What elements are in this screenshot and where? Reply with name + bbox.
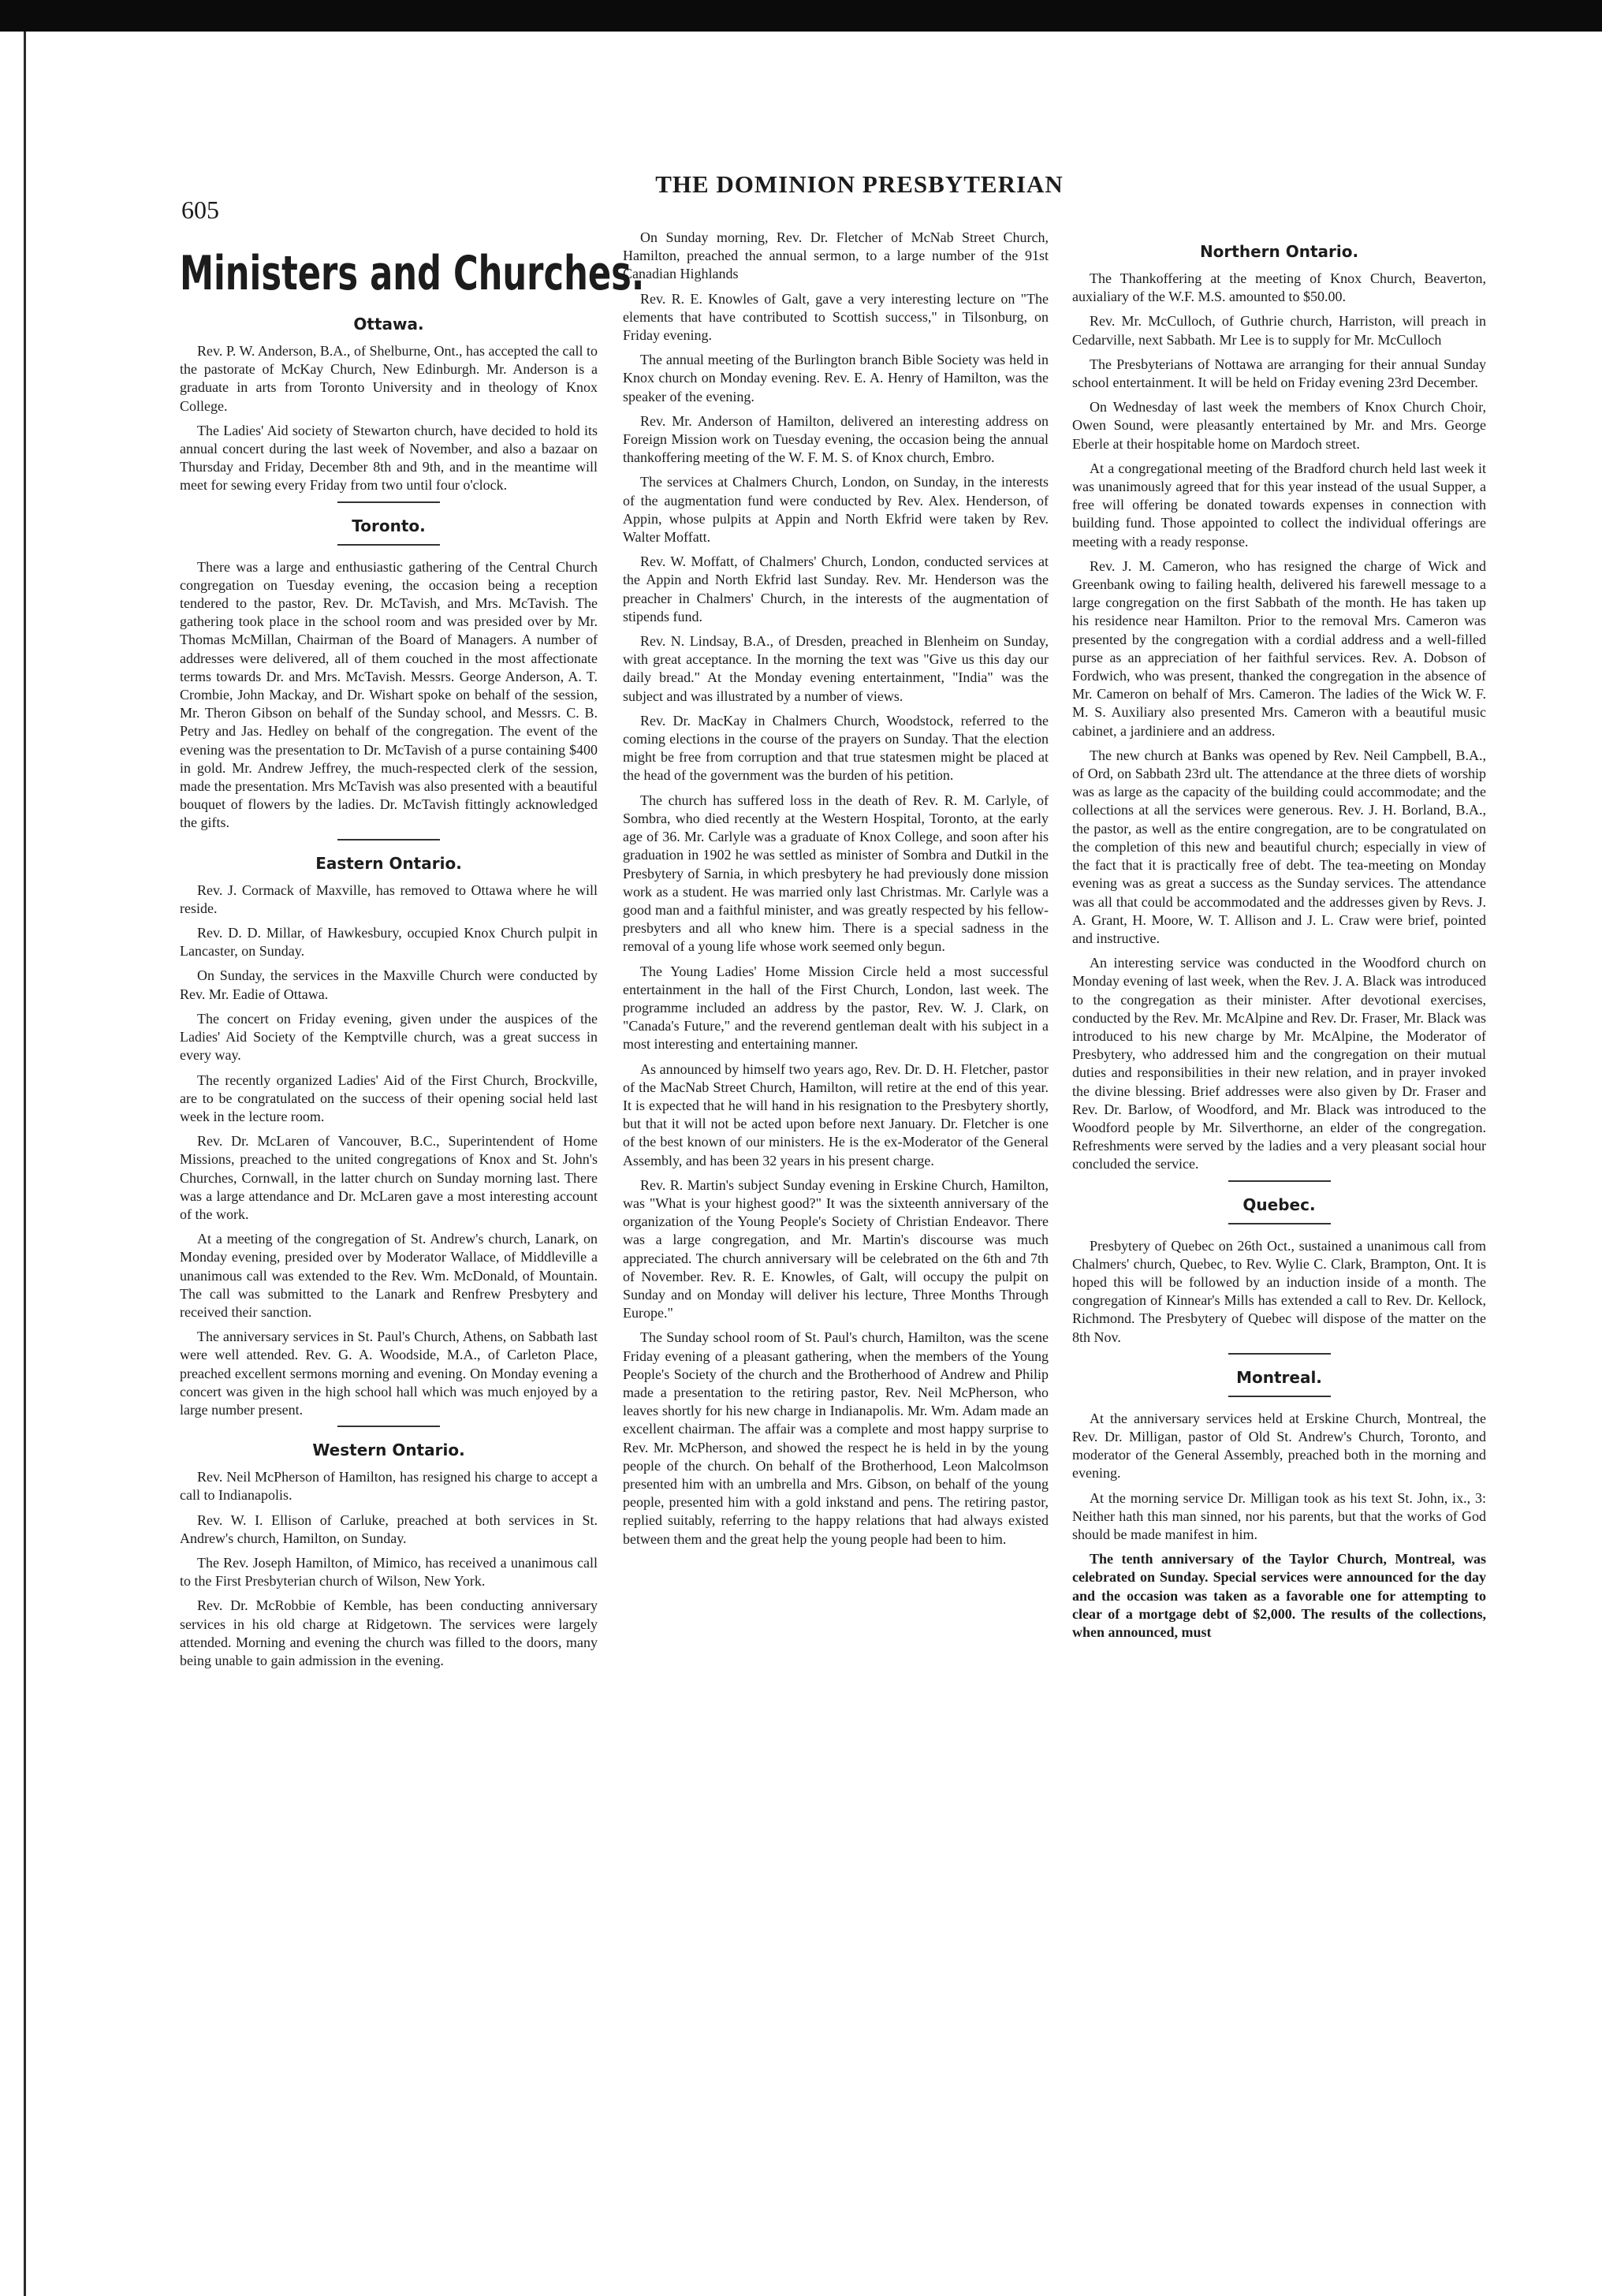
column-3 — [1072, 229, 1486, 1648]
paragraph: The services at Chalmers Church, London, on Sunday, in the interests of the augmentation fund were conducted by Rev. Alex. Henderson, of Appin, whose pulpits at Appin and North Ekfrid were taken by Rev. Walter Moffatt. — [623, 474, 1049, 546]
paragraph: Rev. J. M. Cameron, who has resigned the charge of Wick and Greenbank owing to failing health, delivered his farewell message to a large congregation on the first Sabbath of the month. He has taken up his residence near Hamilton. Prior to the removal Mrs. Cameron was presented by the congregation with a cordial address and a well-filled purse as an appreciation of her faithful services. Rev. A. Dobson of Fordwich, who was present, thanked the congregation in the absence of Mr. Cameron on behalf of Mrs. Cameron. The ladies of the Wick W. F. M. S. Auxiliary also presented Mrs. Cameron with a beautiful music cabinet, a jardiniere and an address. — [1072, 557, 1486, 739]
paragraph: At the anniversary services held at Erskine Church, Montreal, the Rev. Dr. Milligan, pastor of Old St. Andrew's Church, Toronto, and moderator of the General Assembly, preached both in the morning and evening. — [1072, 1410, 1486, 1482]
paragraph: There was a large and enthusiastic gathering of the Central Church congregation on Tuesday evening, the occasion being a reception tendered to the pastor, Rev. Dr. McTavish, and Mrs. McTavish. The gathering took place in the school room and was presided over by Mr. Thomas McMillan, Chairman of the Board of Managers. A number of addresses were delivered, all of them couched in the most affectionate terms towards Dr. and Mrs. McTavish. Messrs. George Anderson, A. T. Crombie, John Mackay, and Dr. Wishart spoke on behalf of the session, Mr. Theron Gibson on behalf of the Sunday school, and Messrs. C. B. Petry and Jas. Hedley on behalf of the congregation. The event of the evening was the presentation to Dr. McTavish of a purse containing $400 in gold. Mr. Andrew Jeffrey, the much-respected clerk of the session, made the presentation. Mrs McTavish was also presented with a beautiful bouquet of flowers by the ladies. Dr. McTavish fittingly acknowledged the gifts. — [180, 558, 598, 831]
paragraph: The Young Ladies' Home Mission Circle held a most successful entertainment in the hall of the First Church, London, last week. The programme included an address by the pastor, Rev. W. J. Clark, on "Canada's Future," and the reverend gentleman dealt with his subject in a most interesting and entertaining manner. — [623, 963, 1049, 1053]
paragraph: Rev. Dr. McRobbie of Kemble, has been conducting anniversary services in his old charge at Ridgetown. The services were largely attended. Morning and evening the church was filled to the doors, many being unable to gain admission in the evening. — [180, 1597, 598, 1668]
paragraph: Rev. J. Cormack of Maxville, has removed to Ottawa where he will reside. — [180, 882, 598, 916]
paragraph: The anniversary services in St. Paul's Church, Athens, on Sabbath last were well attended. Rev. G. A. Woodside, M.A., of Carleton Place, preached excellent sermons morning and evening. On Monday evening a concert was given in the high school hall which was much enjoyed by a large number present. — [180, 1329, 598, 1418]
section-divider — [1228, 1396, 1331, 1397]
heading-western-ontario: Western Ontario. — [312, 1441, 465, 1460]
section-title: Ministers and Churches. — [180, 246, 645, 301]
paragraph: Rev. Mr. Anderson of Hamilton, delivered an interesting address on Foreign Mission work on Tuesday evening, the occasion being the annual thankoffering meeting of the W. F. M. S. of Knox church, Embro. — [623, 412, 1049, 466]
paragraph: Rev. N. Lindsay, B.A., of Dresden, preached in Blenheim on Sunday, with great acceptance. In the morning the text was "Give us this day our daily bread." At the Monday evening entertainment, "India" was the subject and was illustrated by a number of views. — [623, 633, 1049, 704]
heading-toronto: Toronto. — [352, 516, 426, 535]
paragraph: The Rev. Joseph Hamilton, of Mimico, has received a unanimous call to the First Presbyterian church of Wilson, New York. — [180, 1554, 598, 1590]
paragraph: Rev. Neil McPherson of Hamilton, has resigned his charge to accept a call to Indianapolis. — [180, 1469, 598, 1504]
paragraph: Rev. R. Martin's subject Sunday evening in Erskine Church, Hamilton, was "What is your highest good?" It was the sixteenth anniversary of the organization of the Young People's Society of Christian Endeavor. There was a large congregation, and Mr. Martin's discourse was much appreciated. The church anniversary will be celebrated on the 6th and 7th of November. Rev. R. E. Knowles, of Galt, will occupy the pulpit on Sunday and on Monday will deliver his lecture, Three Months Through Europe." — [623, 1176, 1049, 1321]
paragraph: The tenth anniversary of the Taylor Church, Montreal, was celebrated on Sunday. Special services were announced for the day and the occasion was taken as a favorable one for attempting to clear of a mortgage debt of $2,000. The results of the collections, when announced, must — [1072, 1551, 1486, 1640]
heading-eastern-ontario: Eastern Ontario. — [315, 853, 462, 873]
paragraph: Rev. P. W. Anderson, B.A., of Shelburne, Ont., has accepted the call to the pastorate of McKay Church, New Edinburgh. Mr. Anderson is a graduate in arts from Toronto University and in theology of Knox College. — [180, 343, 598, 414]
paragraph: At a meeting of the congregation of St. Andrew's church, Lanark, on Monday evening, presided over by Moderator Wallace, of Middleville a unanimous call was extended to the Rev. Wm. McDonald, of Mountain. The call was submitted to the Lanark and Renfrew Presbytery and received their sanction. — [180, 1231, 598, 1320]
paragraph: The recently organized Ladies' Aid of the First Church, Brockville, are to be congratulated on the success of their opening social held last week in the lecture room. — [180, 1072, 598, 1124]
paragraph: At a congregational meeting of the Bradford church held last week it was unanimously agreed that for this year instead of the usual Supper, a free will offering be donated towards expenses in connection with building fund. Those appointed to collect the individual offerings are meeting with a ready response. — [1072, 460, 1486, 550]
paragraph: The annual meeting of the Burlington branch Bible Society was held in Knox church on Monday evening. Rev. E. A. Henry of Hamilton, was the speaker of the evening. — [623, 352, 1049, 404]
paragraph: The concert on Friday evening, given under the auspices of the Ladies' Aid Society of the Kemptville church, was a great success in every way. — [180, 1010, 598, 1064]
section-divider — [337, 1426, 440, 1427]
column-2 — [623, 229, 1049, 1555]
paragraph: Rev. W. Moffatt, of Chalmers' Church, London, conducted services at the Appin and North Ekfrid last Sunday. Rev. Mr. Henderson was the preacher in Chalmers' Church, in the interests of the augmentation of stipends fund. — [623, 554, 1049, 624]
paragraph: Rev. D. D. Millar, of Hawkesbury, occupied Knox Church pulpit in Lancaster, on Sunday. — [180, 925, 598, 960]
section-divider — [337, 839, 440, 840]
paragraph: The church has suffered loss in the death of Rev. R. M. Carlyle, of Sombra, who died recently at the Western Hospital, Toronto, at the early age of 36. Mr. Carlyle was a graduate of Knox College, and soon after his graduation in 1902 he was settled as minister of Sombra and Dutkil in the Presbytery of Sarnia, in which presbytery he had previously done mission work as a student. He was married only last Christmas. Mr. Carlyle was a good man and a faithful minister, and was greatly respected by his fellow-presbyters and all who knew him. There is a special sadness in the removal of a young life whose work seemed only begun. — [623, 792, 1049, 955]
paragraph: Presbytery of Quebec on 26th Oct., sustained a unanimous call from Chalmers' church, Quebec, to Rev. Wylie C. Clark, Brampton, Ont. It is hoped this will be followed by an induction inside of a month. The congregation of Kinnear's Mills has extended a call to Rev. Dr. Kellock, Richmond. The Presbytery of Quebec will dispose of the matter on the 8th Nov. — [1072, 1237, 1486, 1345]
page-number: 605 — [181, 196, 219, 224]
heading-montreal: Montreal. — [1236, 1367, 1322, 1387]
paragraph: The Ladies' Aid society of Stewarton church, have decided to hold its annual concert during the last week of November, and also a bazaar on Thursday and Friday, December 8th and 9th, and in the meantime will meet for sewing every Friday from two until four o'clock. — [180, 422, 598, 494]
paragraph: The new church at Banks was opened by Rev. Neil Campbell, B.A., of Ord, on Sabbath 23rd ult. The attendance at the three diets of worship was as large as the capacity of the building could accommodate; and the collections at all the services were generous. Rev. J. H. Borland, B.A., the pastor, as well as the entire congregation, are to be congratulated on the completion of this new and beautiful church; especially in view of the fact that it is practically free of debt. The tea-meeting on Monday evening was as great a success as the Sunday services. The attendance was all that could be accommodated and the addresses given by Revs. J. A. Grant, H. Moore, W. T. Allison and J. L. Craw were brief, pointed and instructive. — [1072, 747, 1486, 946]
paragraph: At the morning service Dr. Milligan took as his text St. John, ix., 3: Neither hath this man sinned, nor his parents, but that the works of God should be made manifest in him. — [1072, 1489, 1486, 1542]
paragraph: Rev. Dr. MacKay in Chalmers Church, Woodstock, referred to the coming elections in the course of the prayers on Sunday. That the election might be free from corruption and that true statesmen might be placed at the head of the government was the burden of his petition. — [623, 712, 1049, 784]
paragraph: On Sunday, the services in the Maxville Church were conducted by Rev. Mr. Eadie of Ottawa. — [180, 967, 598, 1002]
heading-ottawa: Ottawa. — [353, 315, 424, 334]
heading-northern-ontario: Northern Ontario. — [1199, 242, 1359, 261]
paragraph: Rev. R. E. Knowles of Galt, gave a very interesting lecture on "The elements that have contributed to Scottish success," in Tilsonburg, on Friday evening. — [623, 290, 1049, 344]
section-divider — [1228, 1180, 1331, 1182]
paragraph: Rev. W. I. Ellison of Carluke, preached at both services in St. Andrew's church, Hamilton, on Sunday. — [180, 1511, 598, 1546]
column-1 — [180, 229, 645, 1676]
paragraph: As announced by himself two years ago, Rev. Dr. D. H. Fletcher, pastor of the MacNab Street Church, Hamilton, will retire at the end of this year. It is expected that he will hand in his resignation to the Presbytery shortly, but that it will not be acted upon before next January. Dr. Fletcher is one of the best known of our ministers. He is the ex-Moderator of the General Assembly, and has been 32 years in his present charge. — [623, 1060, 1049, 1168]
section-divider — [1228, 1223, 1331, 1224]
section-divider — [337, 501, 440, 503]
section-divider — [337, 544, 440, 546]
paragraph: On Sunday morning, Rev. Dr. Fletcher of McNab Street Church, Hamilton, preached the annual sermon, to a large number of the 91st Canadian Highlands — [623, 229, 1049, 282]
paragraph: On Wednesday of last week the members of Knox Church Choir, Owen Sound, were pleasantly entertained by Mr. and Mrs. George Eberle at their hospitable home on Mardoch street. — [1072, 399, 1486, 452]
paragraph: Rev. Mr. McCulloch, of Guthrie church, Harriston, will preach in Cedarville, next Sabbath. Mr Lee is to supply for Mr. McCulloch — [1072, 313, 1486, 348]
paragraph: The Sunday school room of St. Paul's church, Hamilton, was the scene Friday evening of a pleasant gathering, when the members of the Young People's Society of the church and the Brotherhood of Andrew and Philip made a presentation to the retiring pastor, Rev. Neil McPherson, who leaves shortly for his new charge in Indianapolis. Mr. Wm. Adam made an excellent chairman. The affair was a complete and most happy surprise to Rev. Mr. McPherson, and showed the respect he is held in by the young people of the church. On behalf of the Brotherhood, Leon Malcolmson presented him with an umbrella and Mrs. Gibson, on behalf of the young people, presented him with a gold inkstand and pens. The retiring pastor, replied suitably, referring to the happy relations that had always existed between them and the great help the young people had been to him. — [623, 1329, 1049, 1547]
paragraph: Rev. Dr. McLaren of Vancouver, B.C., Superintendent of Home Missions, preached to the united congregations of Knox and St. John's Churches, Cornwall, in the latter church on Sunday morning last. There was a large attendance and Dr. McLaren gave a most interesting account of the work. — [180, 1133, 598, 1222]
section-divider — [1228, 1353, 1331, 1355]
paragraph: The Thankoffering at the meeting of Knox Church, Beaverton, auxialiary of the W.F. M.S. amounted to $50.00. — [1072, 270, 1486, 305]
heading-quebec: Quebec. — [1242, 1195, 1316, 1214]
masthead: THE DOMINION PRESBYTERIAN — [655, 170, 1064, 198]
paragraph: An interesting service was conducted in the Woodford church on Monday evening of last week, when the Rev. J. A. Black was introduced to the congregation as their minister. After devotional exercises, conducted by the Rev. Mr. McAlpine and Rev. Dr. Fraser, Mr. Black was introduced to his new charge by Mr. McAlpine, the Moderator of Presbytery, who addressed him and the congregation on their mutual duties and responsibilities in their new relation, and in prayer invoked the divine blessing. Brief addresses were also given by Dr. Fraser and Rev. Dr. Barlow, of Woodford, and Mr. Black was introduced to the Woodford people by Mr. Silverthorne, an elder of the congregation. Refreshments were served by the ladies and a very pleasant social hour concluded the service. — [1072, 955, 1486, 1172]
paragraph: The Presbyterians of Nottawa are arranging for their annual Sunday school entertainment. It will be held on Friday evening 23rd December. — [1072, 356, 1486, 391]
